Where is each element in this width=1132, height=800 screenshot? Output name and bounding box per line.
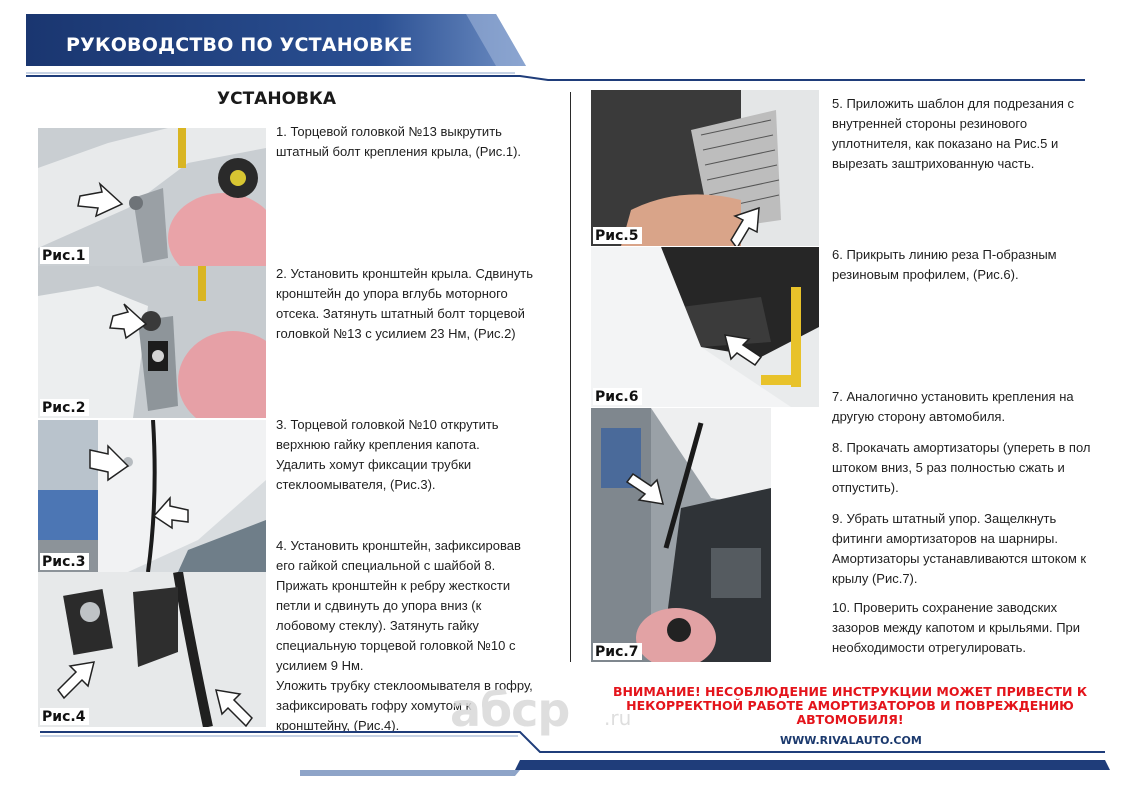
step-9-text: 9. Убрать штатный упор. Защелкнуть фитинги амортизаторов на шарниры. Амортизаторы устанавливаются штоком к крылу (Рис.7).	[832, 511, 1087, 586]
figure-5-photo	[591, 90, 819, 246]
watermark-tld: .ru	[604, 706, 632, 730]
warning-notice: ВНИМАНИЕ! НЕСОБЛЮДЕНИЕ ИНСТРУКЦИИ МОЖЕТ ПРИВЕСТИ К НЕКОРРЕКТНОЙ РАБОТЕ АМОРТИЗАТОРОВ И ПОВРЕЖДЕНИЮ АВТОМОБИЛЯ!	[612, 684, 1088, 727]
step-5-text: 5. Приложить шаблон для подрезания с внутренней стороны резинового уплотнителя, как показано на Рис.5 и вырезать заштрихованную часть.	[832, 96, 1075, 171]
figure-1-caption: Рис.1	[40, 247, 89, 264]
step-6-text: 6. Прикрыть линию реза П-образным резиновым профилем, (Рис.6).	[832, 247, 1057, 282]
figure-5-caption: Рис.5	[593, 227, 642, 244]
figure-4-photo	[38, 572, 266, 727]
figure-2-caption: Рис.2	[40, 399, 89, 416]
page-title: РУКОВОДСТВО ПО УСТАНОВКЕ	[66, 34, 413, 56]
step-4-text: 4. Установить кронштейн, зафиксировав его гайкой специальной с шайбой 8. Прижать кронштейн к ребру жесткости петли и сдвинуть до упора вниз (к лобовому стеклу). Затянуть гайку специальную торцевой головкой №10 с усилием 9 Нм. Уложить трубку стеклоомывателя в гофру, зафиксировать гофру хомутом к кронштейну, (Рис.4).	[276, 538, 533, 733]
figure-3-photo	[38, 420, 266, 572]
figure-6-photo	[591, 247, 819, 407]
figure-7-photo	[591, 408, 771, 662]
figure-3-caption: Рис.3	[40, 553, 89, 570]
figure-6-caption: Рис.6	[593, 388, 642, 405]
step-3-text: 3. Торцевой головкой №10 открутить верхнюю гайку крепления капота. Удалить хомут фиксации трубки стеклоомывателя, (Рис.3).	[276, 417, 499, 492]
figure-2-photo	[38, 266, 266, 418]
figure-1-photo	[38, 128, 266, 266]
step-8-text: 8. Прокачать амортизаторы (упереть в пол штоком вниз, 5 раз полностью сжать и отпустить).	[832, 440, 1091, 495]
website-link[interactable]: WWW.RIVALAUTO.COM	[780, 734, 922, 747]
step-2-text: 2. Установить кронштейн крыла. Сдвинуть кронштейн до упора вглубь моторного отсека. Затянуть штатный болт торцевой головкой №13 с усилием 23 Нм, (Рис.2)	[276, 266, 533, 341]
step-1-text: 1. Торцевой головкой №13 выкрутить штатный болт крепления крыла, (Рис.1).	[276, 124, 522, 159]
footer-lines	[0, 720, 1132, 800]
figure-7-caption: Рис.7	[593, 643, 642, 660]
step-10-text: 10. Проверить сохранение заводских зазоров между капотом и крыльями. При необходимости отрегулировать.	[832, 600, 1081, 655]
figure-4-caption: Рис.4	[40, 708, 89, 725]
step-7-text: 7. Аналогично установить крепления на другую сторону автомобиля.	[832, 389, 1074, 424]
column-divider	[570, 92, 571, 662]
section-title: УСТАНОВКА	[217, 89, 337, 109]
watermark-logo: абср	[450, 683, 570, 737]
